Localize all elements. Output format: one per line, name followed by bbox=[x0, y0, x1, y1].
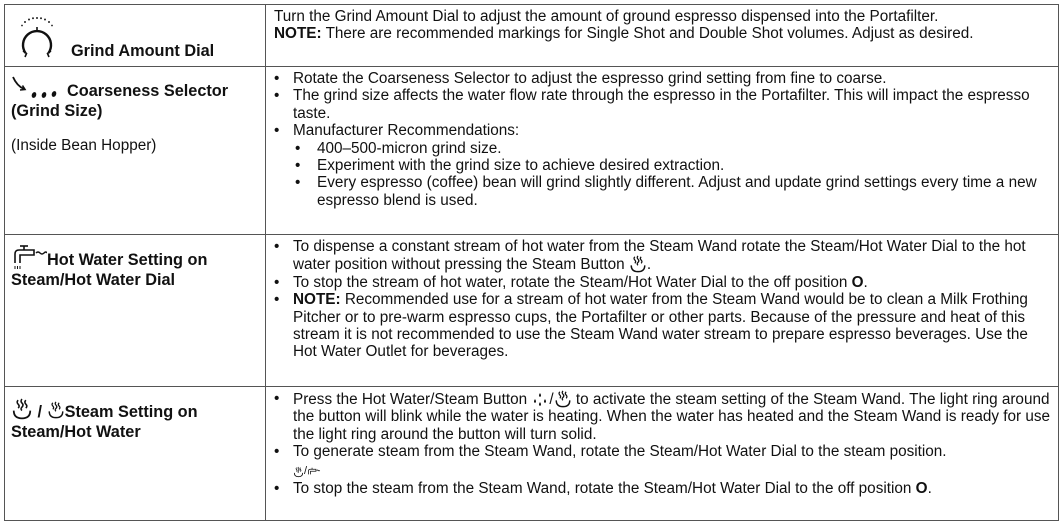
feature-description-cell bbox=[266, 67, 1059, 235]
list-item-text: To generate steam from the Steam Wand, rotate the Steam/Hot Water Dial to the steam position. bbox=[293, 443, 947, 461]
hot-water-faucet-icon bbox=[11, 244, 47, 270]
sub-list-item: • Experiment with the grind size to achieve desired extraction. bbox=[293, 157, 1052, 174]
steam-icon bbox=[11, 398, 33, 420]
table-row bbox=[5, 5, 1059, 67]
feature-description-cell bbox=[266, 235, 1059, 387]
grind-amount-dial-icon bbox=[11, 13, 63, 63]
feature-label-cell bbox=[5, 387, 266, 521]
list-item-text: to activate the steam setting of the Steam Wand. The light ring around the button will blink while the water is heating. When the water has heated and the Steam Wand is ready for use the light ring around the button will turn solid. bbox=[293, 391, 1051, 443]
list-item: • To stop the stream of hot water, rotate the Steam/Hot Water Dial to the off position O. bbox=[274, 274, 1052, 291]
steam-small-icon bbox=[293, 466, 304, 478]
feature-label-cell bbox=[5, 67, 266, 235]
note-text: There are recommended markings for Single Shot and Double Shot volumes. Adjust as desired. bbox=[325, 25, 974, 43]
icon-separator: / bbox=[37, 403, 43, 421]
list-item: • To generate steam from the Steam Wand, rotate the Steam/Hot Water Dial to the steam position. / bbox=[274, 443, 1052, 480]
steam-button-icon bbox=[629, 255, 647, 273]
feature-table bbox=[4, 4, 1059, 521]
steam-button-icon bbox=[554, 390, 572, 408]
note-label: NOTE: bbox=[274, 25, 322, 43]
faucet-small-icon bbox=[307, 466, 321, 478]
list-item: • The grind size affects the water flow rate through the espresso in the Portafilter. This will impact the espresso taste. bbox=[274, 87, 1052, 122]
list-item-text: Manufacturer Recommendations: bbox=[293, 122, 520, 140]
list-item: • To stop the steam from the Steam Wand, rotate the Steam/Hot Water Dial to the off position O. bbox=[274, 480, 1052, 497]
list-item-text: To stop the steam from the Steam Wand, rotate the Steam/Hot Water Dial to the off position bbox=[293, 480, 912, 498]
note-text: Recommended use for a stream of hot water from the Steam Wand would be to clean a Milk Frothing Pitcher or to pre-warm espresso cups, the Portafilter or other parts. Because of the pressure and heat of this stream it is not recommended to use the Steam Wand water stream to prepare espresso beverages. Use the Hot Water Outlet for beverages. bbox=[293, 291, 1028, 361]
feature-label-cell bbox=[5, 5, 266, 67]
note-label: NOTE: bbox=[293, 291, 341, 309]
list-item: • To dispense a constant stream of hot water from the Steam Wand rotate the Steam/Hot Water Dial to the hot water position without pressing the Steam Button . bbox=[274, 238, 1052, 274]
feature-label: Grind Amount Dial bbox=[71, 42, 215, 60]
feature-label: Coarseness Selector (Grind Size) bbox=[11, 82, 229, 120]
list-item bbox=[274, 291, 1052, 361]
list-item: • Rotate the Coarseness Selector to adjust the espresso grind setting from fine to coarse. bbox=[274, 70, 1052, 87]
list-item bbox=[274, 122, 1052, 209]
list-item-text: To dispense a constant stream of hot water from the Steam Wand rotate the Steam/Hot Water Dial to the hot water position without pressing the Steam Button bbox=[293, 238, 1026, 274]
list-item-text: To stop the stream of hot water, rotate the Steam/Hot Water Dial to the off position bbox=[293, 273, 848, 291]
steam-outline-icon bbox=[47, 400, 65, 420]
table-row bbox=[5, 67, 1059, 235]
feature-label: Steam Setting on Steam/Hot Water bbox=[11, 403, 198, 441]
list-item: • Press the Hot Water/Steam Button / to activate the steam setting of the Steam Wand. The light ring around the button will blink while the water is heating. When the water has heated and the Steam Wand is ready for use the light ring around the button will turn solid. bbox=[274, 390, 1052, 443]
feature-sublabel: (Inside Bean Hopper) bbox=[11, 137, 157, 154]
feature-label: Hot Water Setting on Steam/Hot Water Dial bbox=[11, 251, 208, 289]
list-item-text: Press the Hot Water/Steam Button bbox=[293, 391, 528, 408]
feature-description-cell bbox=[266, 387, 1059, 521]
feature-label-cell bbox=[5, 235, 266, 387]
table-row bbox=[5, 387, 1059, 521]
feature-description-cell bbox=[266, 5, 1059, 67]
sub-list-item: • Every espresso (coffee) bean will grind slightly different. Adjust and update grind settings every time a new espresso blend is used. bbox=[293, 174, 1052, 209]
table-row bbox=[5, 235, 1059, 387]
coarseness-selector-icon bbox=[11, 74, 67, 100]
sub-list-item: • 400–500-micron grind size. bbox=[293, 140, 1052, 157]
hot-water-drops-icon bbox=[531, 392, 549, 408]
off-position-symbol: O bbox=[915, 480, 928, 498]
description-text: Turn the Grind Amount Dial to adjust the amount of ground espresso dispensed into the Portafilter. bbox=[274, 8, 939, 25]
off-position-symbol: O bbox=[851, 273, 864, 291]
